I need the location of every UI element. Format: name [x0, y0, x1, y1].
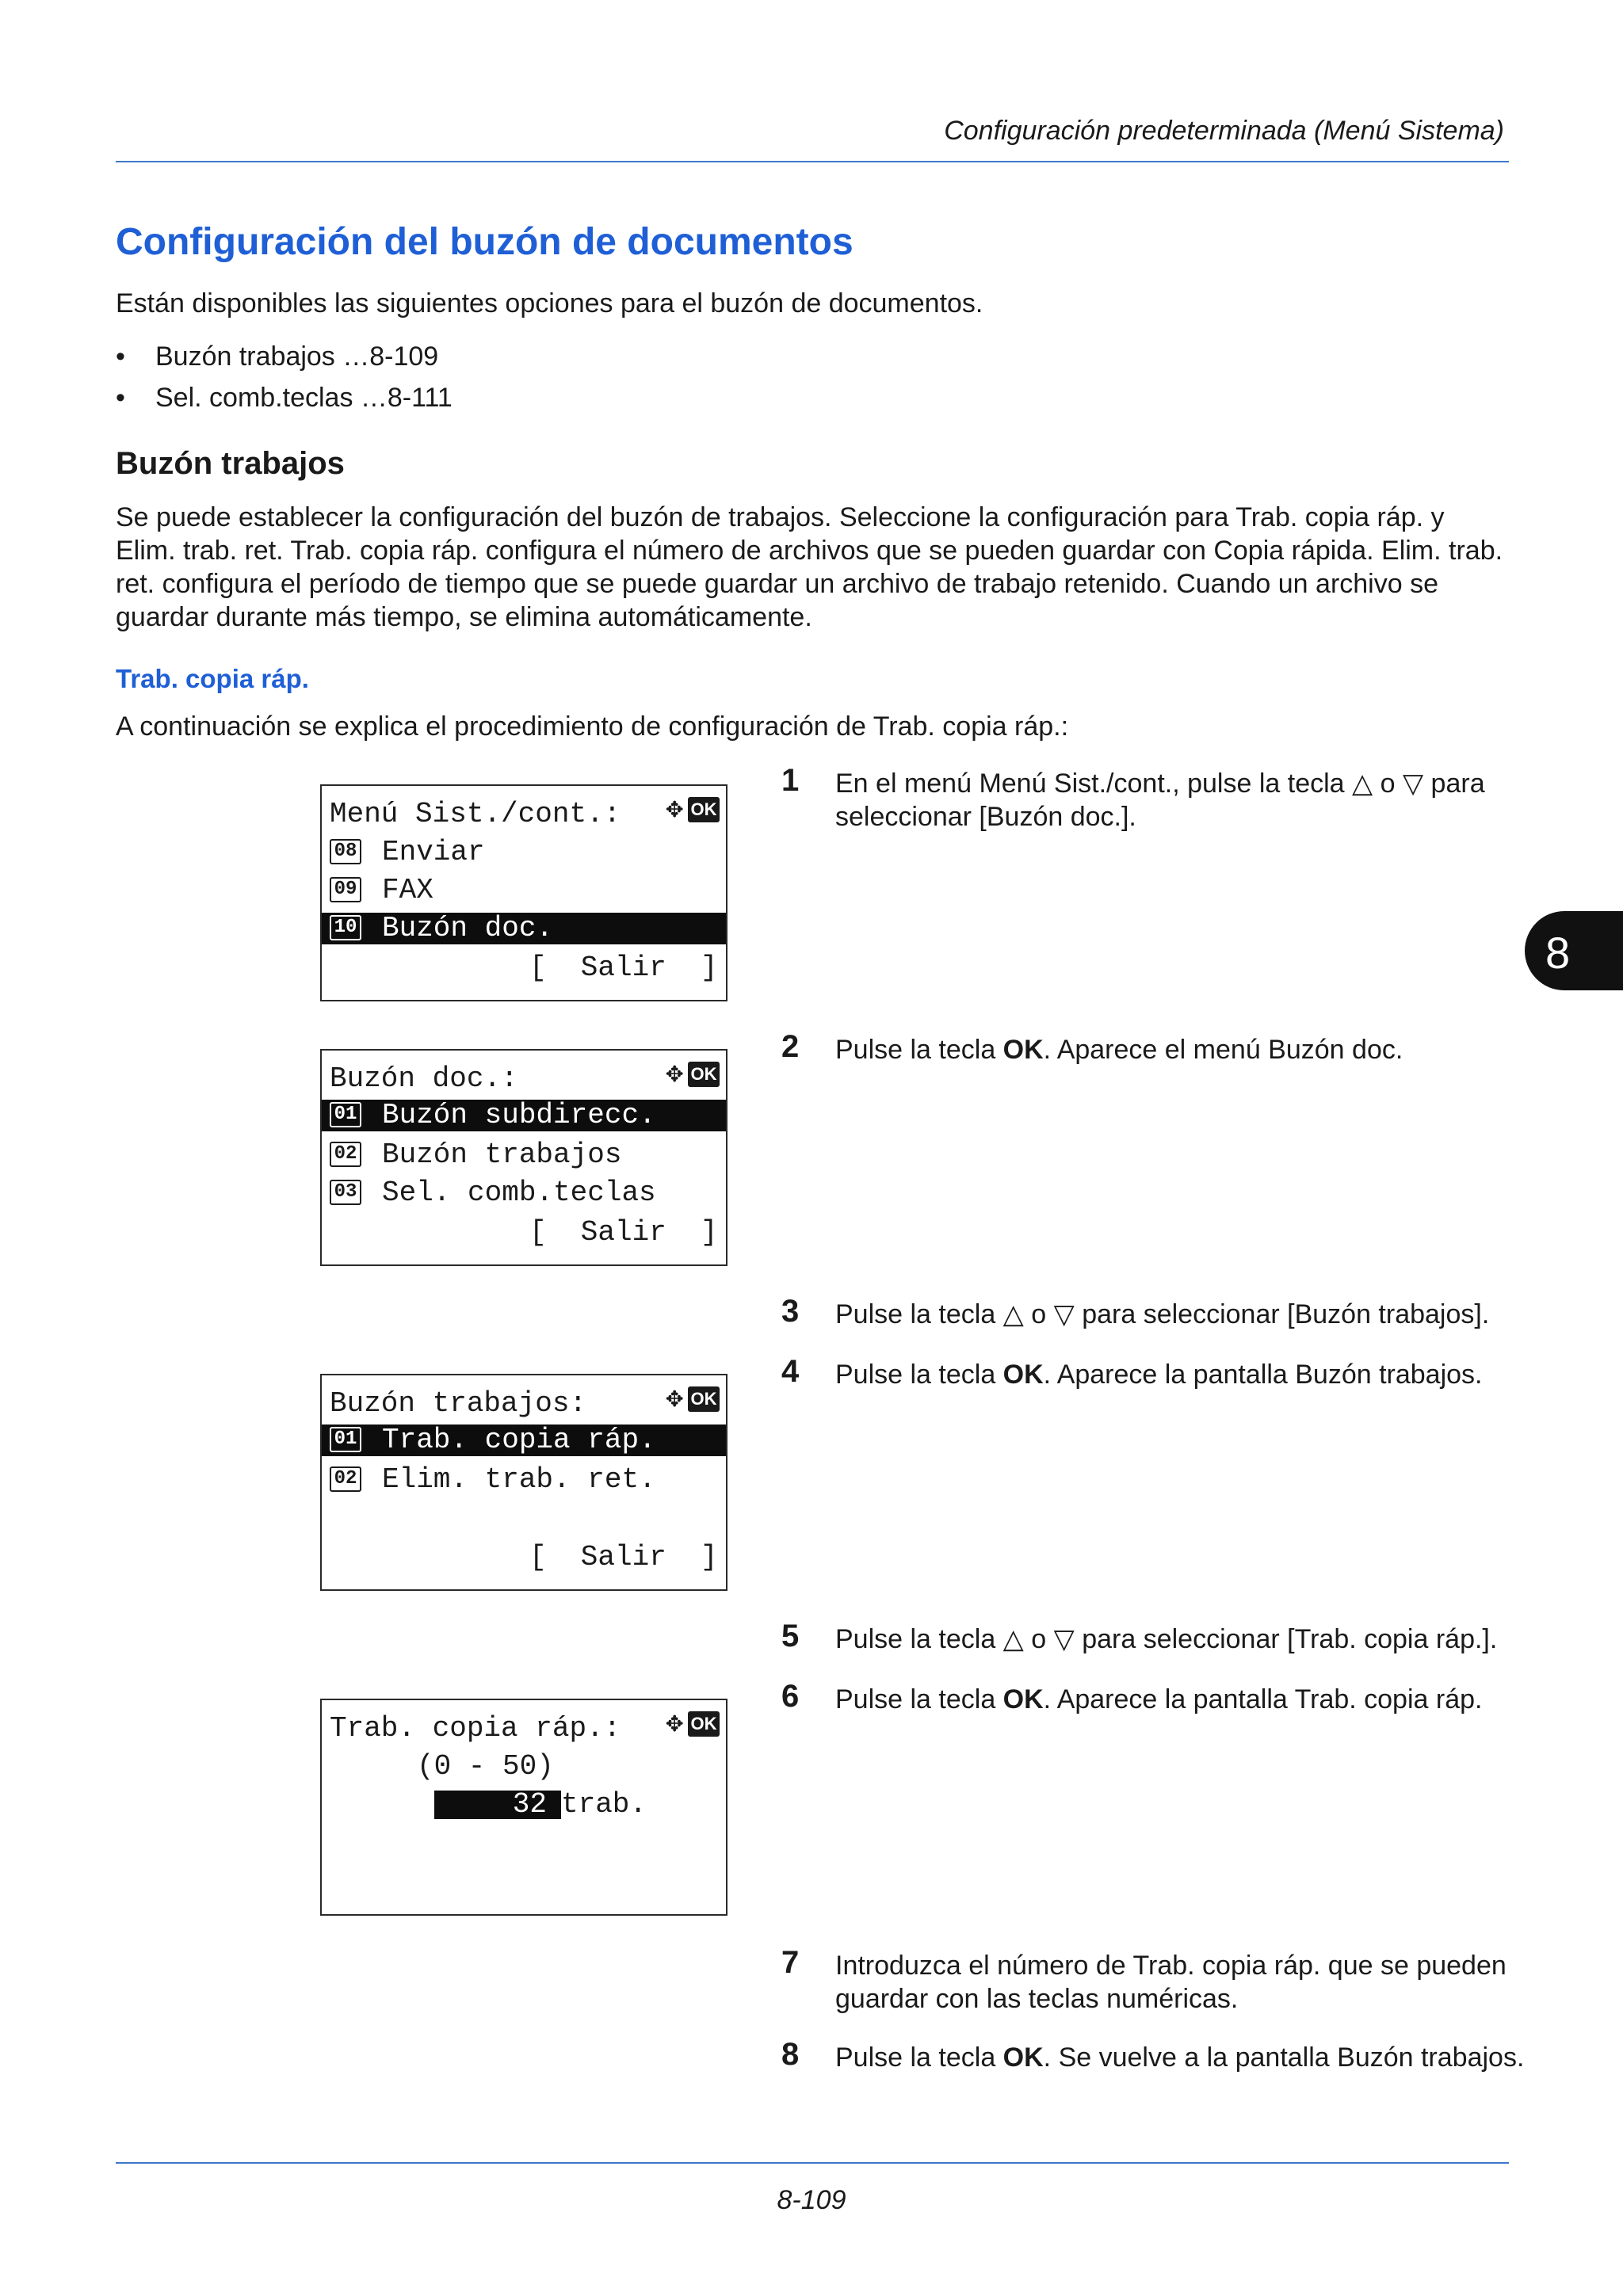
procedure-title: Trab. copia ráp. — [116, 664, 309, 693]
ok-icon: OK — [688, 797, 720, 822]
lcd-menu-item-selected: 01 Trab. copia ráp. — [322, 1425, 726, 1456]
lcd-menu-item: 08 Enviar — [322, 837, 726, 868]
section-intro: Están disponibles las siguientes opciones para el buzón de documentos. — [116, 288, 983, 318]
ok-icon: OK — [688, 1711, 720, 1737]
lcd-exit-label: [ Salir ] — [529, 952, 718, 984]
header-rule — [116, 161, 1509, 162]
page-number: 8-109 — [777, 2185, 846, 2215]
list-item: • Buzón trabajos …8-109 — [116, 336, 453, 377]
lcd-icons — [666, 1058, 720, 1090]
lcd-screen-job-box — [320, 1374, 727, 1591]
lcd-icons — [666, 1383, 720, 1415]
lcd-title: Trab. copia ráp.: — [330, 1712, 621, 1745]
lcd-title: Buzón doc.: — [330, 1062, 518, 1095]
lcd-menu-item: 02 Elim. trab. ret. — [322, 1464, 726, 1496]
lcd-screen-document-box — [320, 1049, 727, 1266]
four-way-arrow-icon: ✥ — [666, 1707, 683, 1740]
ok-icon: OK — [688, 1386, 720, 1412]
subsection-description: Se puede establecer la configuración del buzón de trabajos. Seleccione la configuración para Trab. copia ráp. y Elim. trab. ret. Trab. copia ráp. configura el número de archivos que se pueden guardar con Copia rápida. Elim. trab. ret. configura el período de tiempo que se puede guardar un archivo de trabajo retenido. Cuando un archivo se guardar durante más tiempo, se elimina automáticamente. — [116, 502, 1503, 632]
lcd-value-row — [322, 1789, 726, 1821]
lcd-menu-item-selected: 01 Buzón subdirecc. — [322, 1100, 726, 1131]
option-list — [116, 336, 453, 418]
chapter-tab — [1525, 911, 1623, 990]
subsection-title: Buzón trabajos — [116, 446, 345, 481]
ok-icon: OK — [688, 1062, 720, 1087]
four-way-arrow-icon: ✥ — [666, 793, 683, 826]
procedure-intro: A continuación se explica el procedimiento de configuración de Trab. copia ráp.: — [116, 711, 1069, 742]
lcd-menu-item-selected: 10 Buzón doc. — [322, 913, 726, 944]
running-header: Configuración predeterminada (Menú Sistema) — [944, 116, 1504, 146]
four-way-arrow-icon: ✥ — [666, 1058, 683, 1090]
lcd-icons — [666, 794, 720, 826]
lcd-title: Buzón trabajos: — [330, 1387, 587, 1420]
lcd-screen-quick-copy — [320, 1699, 727, 1916]
lcd-exit-label: [ Salir ] — [529, 1541, 718, 1573]
four-way-arrow-icon: ✥ — [666, 1383, 683, 1415]
lcd-range: (0 - 50) — [417, 1750, 554, 1783]
lcd-screen-system-menu — [320, 784, 727, 1001]
chapter-number: 8 — [1545, 928, 1571, 978]
footer-rule — [116, 2162, 1509, 2164]
lcd-title: Menú Sist./cont.: — [330, 798, 621, 830]
list-item: • Sel. comb.teclas …8-111 — [116, 377, 453, 418]
lcd-exit-label: [ Salir ] — [529, 1216, 718, 1249]
lcd-unit: trab. — [561, 1788, 647, 1821]
lcd-menu-item: 02 Buzón trabajos — [322, 1139, 726, 1171]
section-title: Configuración del buzón de documentos — [116, 221, 854, 263]
lcd-menu-item: 09 FAX — [322, 875, 726, 906]
lcd-value-field: 32 — [434, 1791, 561, 1819]
lcd-menu-item: 03 Sel. comb.teclas — [322, 1177, 726, 1209]
lcd-icons — [666, 1708, 720, 1740]
